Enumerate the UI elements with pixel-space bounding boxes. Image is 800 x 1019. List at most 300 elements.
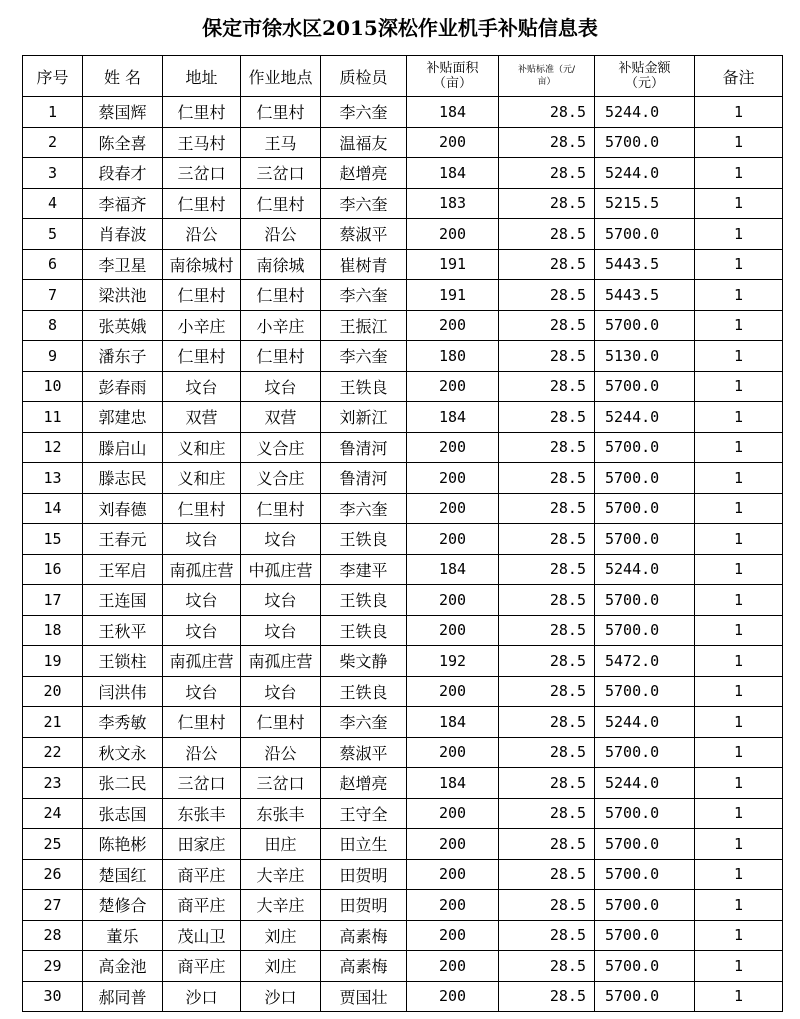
cell-area: 200 (407, 829, 499, 860)
table-row (23, 585, 783, 616)
cell-rate: 28.5 (499, 402, 595, 433)
table-row (23, 341, 783, 372)
table-row (23, 493, 783, 524)
cell-address: 茂山卫 (163, 920, 241, 951)
header-seq: 序号 (23, 56, 83, 97)
cell-rate: 28.5 (499, 737, 595, 768)
header-area (407, 56, 499, 97)
cell-amount: 5130.0 (595, 341, 695, 372)
cell-amount: 5700.0 (595, 432, 695, 463)
cell-work-place: 中孤庄营 (241, 554, 321, 585)
cell-rate: 28.5 (499, 432, 595, 463)
cell-work-place: 坟台 (241, 615, 321, 646)
cell-seq: 9 (23, 341, 83, 372)
cell-inspector: 柴文静 (321, 646, 407, 677)
table-row (23, 127, 783, 158)
cell-inspector: 王振江 (321, 310, 407, 341)
cell-name: 王春元 (83, 524, 163, 555)
cell-work-place: 大辛庄 (241, 890, 321, 921)
cell-name: 王军启 (83, 554, 163, 585)
cell-work-place: 仁里村 (241, 493, 321, 524)
cell-area: 200 (407, 920, 499, 951)
cell-name: 陈艳彬 (83, 829, 163, 860)
cell-remark: 1 (695, 951, 783, 982)
table-row (23, 310, 783, 341)
cell-name: 肖春波 (83, 219, 163, 250)
cell-work-place: 仁里村 (241, 341, 321, 372)
cell-inspector: 田立生 (321, 829, 407, 860)
cell-seq: 22 (23, 737, 83, 768)
cell-address: 坟台 (163, 615, 241, 646)
table-row (23, 890, 783, 921)
cell-area: 200 (407, 737, 499, 768)
cell-remark: 1 (695, 829, 783, 860)
header-area-line2: （亩） (432, 76, 472, 91)
cell-address: 坟台 (163, 585, 241, 616)
cell-inspector: 李六奎 (321, 188, 407, 219)
cell-remark: 1 (695, 981, 783, 1012)
cell-remark: 1 (695, 768, 783, 799)
cell-inspector: 鲁清河 (321, 463, 407, 494)
page-title: 保定市徐水区2015深松作业机手补贴信息表 (202, 16, 598, 40)
header-rate-line1: 补贴标准（元/ (517, 65, 576, 75)
cell-name: 陈全喜 (83, 127, 163, 158)
cell-area: 184 (407, 768, 499, 799)
cell-address: 仁里村 (163, 97, 241, 128)
cell-remark: 1 (695, 493, 783, 524)
cell-rate: 28.5 (499, 310, 595, 341)
cell-inspector: 王铁良 (321, 585, 407, 616)
cell-amount: 5244.0 (595, 554, 695, 585)
cell-name: 王秋平 (83, 615, 163, 646)
cell-seq: 13 (23, 463, 83, 494)
cell-inspector: 蔡淑平 (321, 737, 407, 768)
cell-name: 董乐 (83, 920, 163, 951)
table-row (23, 829, 783, 860)
cell-address: 义和庄 (163, 463, 241, 494)
cell-amount: 5244.0 (595, 97, 695, 128)
cell-seq: 21 (23, 707, 83, 738)
cell-work-place: 坟台 (241, 371, 321, 402)
header-rate (499, 56, 595, 97)
cell-amount: 5700.0 (595, 310, 695, 341)
cell-area: 200 (407, 432, 499, 463)
cell-inspector: 贾国壮 (321, 981, 407, 1012)
header-work-place: 作业地点 (241, 56, 321, 97)
cell-name: 滕志民 (83, 463, 163, 494)
subsidy-table (22, 55, 783, 1012)
cell-work-place: 沙口 (241, 981, 321, 1012)
cell-amount: 5244.0 (595, 158, 695, 189)
cell-rate: 28.5 (499, 890, 595, 921)
cell-name: 滕启山 (83, 432, 163, 463)
cell-seq: 16 (23, 554, 83, 585)
cell-name: 张英娥 (83, 310, 163, 341)
cell-name: 段春才 (83, 158, 163, 189)
cell-address: 仁里村 (163, 280, 241, 311)
table-row (23, 768, 783, 799)
cell-seq: 1 (23, 97, 83, 128)
cell-rate: 28.5 (499, 554, 595, 585)
cell-address: 仁里村 (163, 341, 241, 372)
cell-seq: 18 (23, 615, 83, 646)
header-name: 姓 名 (83, 56, 163, 97)
header-remark: 备注 (695, 56, 783, 97)
cell-inspector: 赵增亮 (321, 158, 407, 189)
cell-remark: 1 (695, 524, 783, 555)
cell-amount: 5700.0 (595, 585, 695, 616)
cell-name: 闫洪伟 (83, 676, 163, 707)
table-row (23, 463, 783, 494)
cell-work-place: 双营 (241, 402, 321, 433)
cell-seq: 10 (23, 371, 83, 402)
cell-work-place: 王马 (241, 127, 321, 158)
cell-address: 沙口 (163, 981, 241, 1012)
cell-address: 坟台 (163, 524, 241, 555)
cell-area: 200 (407, 585, 499, 616)
cell-area: 184 (407, 554, 499, 585)
cell-amount: 5700.0 (595, 219, 695, 250)
cell-inspector: 王守全 (321, 798, 407, 829)
cell-rate: 28.5 (499, 646, 595, 677)
cell-name: 李秀敏 (83, 707, 163, 738)
cell-work-place: 仁里村 (241, 707, 321, 738)
cell-remark: 1 (695, 158, 783, 189)
cell-address: 沿公 (163, 219, 241, 250)
cell-amount: 5700.0 (595, 371, 695, 402)
cell-inspector: 李六奎 (321, 493, 407, 524)
table-row (23, 249, 783, 280)
cell-work-place: 沿公 (241, 737, 321, 768)
cell-remark: 1 (695, 920, 783, 951)
cell-amount: 5700.0 (595, 127, 695, 158)
cell-seq: 17 (23, 585, 83, 616)
cell-remark: 1 (695, 615, 783, 646)
cell-work-place: 南孤庄营 (241, 646, 321, 677)
cell-amount: 5700.0 (595, 829, 695, 860)
cell-seq: 7 (23, 280, 83, 311)
cell-work-place: 坟台 (241, 676, 321, 707)
cell-work-place: 刘庄 (241, 951, 321, 982)
table-row (23, 707, 783, 738)
cell-work-place: 大辛庄 (241, 859, 321, 890)
cell-inspector: 赵增亮 (321, 768, 407, 799)
cell-work-place: 田庄 (241, 829, 321, 860)
cell-amount: 5700.0 (595, 859, 695, 890)
cell-rate: 28.5 (499, 585, 595, 616)
cell-amount: 5700.0 (595, 615, 695, 646)
table-row (23, 554, 783, 585)
cell-amount: 5472.0 (595, 646, 695, 677)
cell-rate: 28.5 (499, 280, 595, 311)
cell-amount: 5700.0 (595, 920, 695, 951)
cell-inspector: 高素梅 (321, 951, 407, 982)
cell-area: 191 (407, 249, 499, 280)
cell-area: 200 (407, 524, 499, 555)
cell-area: 184 (407, 158, 499, 189)
header-amount (595, 56, 695, 97)
table-row (23, 97, 783, 128)
cell-seq: 25 (23, 829, 83, 860)
cell-name: 郝同普 (83, 981, 163, 1012)
cell-address: 田家庄 (163, 829, 241, 860)
cell-address: 坟台 (163, 676, 241, 707)
cell-name: 李福齐 (83, 188, 163, 219)
cell-rate: 28.5 (499, 707, 595, 738)
cell-amount: 5700.0 (595, 798, 695, 829)
cell-amount: 5244.0 (595, 402, 695, 433)
cell-amount: 5700.0 (595, 463, 695, 494)
cell-address: 南孤庄营 (163, 554, 241, 585)
table-row (23, 646, 783, 677)
header-inspector: 质检员 (321, 56, 407, 97)
cell-address: 商平庄 (163, 951, 241, 982)
cell-area: 183 (407, 188, 499, 219)
cell-inspector: 温福友 (321, 127, 407, 158)
cell-amount: 5700.0 (595, 737, 695, 768)
cell-address: 王马村 (163, 127, 241, 158)
cell-work-place: 仁里村 (241, 97, 321, 128)
cell-address: 商平庄 (163, 890, 241, 921)
cell-rate: 28.5 (499, 249, 595, 280)
table-row (23, 188, 783, 219)
cell-name: 刘春德 (83, 493, 163, 524)
cell-remark: 1 (695, 707, 783, 738)
cell-seq: 14 (23, 493, 83, 524)
cell-rate: 28.5 (499, 920, 595, 951)
cell-address: 仁里村 (163, 707, 241, 738)
cell-remark: 1 (695, 280, 783, 311)
header-rate-line2: 亩） (537, 77, 556, 87)
cell-rate: 28.5 (499, 97, 595, 128)
cell-remark: 1 (695, 219, 783, 250)
cell-work-place: 刘庄 (241, 920, 321, 951)
cell-address: 三岔口 (163, 158, 241, 189)
cell-area: 200 (407, 951, 499, 982)
cell-inspector: 高素梅 (321, 920, 407, 951)
cell-rate: 28.5 (499, 768, 595, 799)
table-row (23, 371, 783, 402)
cell-name: 潘东子 (83, 341, 163, 372)
cell-rate: 28.5 (499, 158, 595, 189)
cell-work-place: 仁里村 (241, 280, 321, 311)
cell-address: 商平庄 (163, 859, 241, 890)
header-amount-line2: （元） (624, 76, 664, 91)
cell-address: 双营 (163, 402, 241, 433)
cell-seq: 4 (23, 188, 83, 219)
cell-address: 义和庄 (163, 432, 241, 463)
cell-remark: 1 (695, 859, 783, 890)
cell-remark: 1 (695, 554, 783, 585)
cell-inspector: 王铁良 (321, 615, 407, 646)
header-address: 地址 (163, 56, 241, 97)
cell-inspector: 王铁良 (321, 676, 407, 707)
cell-rate: 28.5 (499, 798, 595, 829)
cell-area: 200 (407, 219, 499, 250)
cell-remark: 1 (695, 463, 783, 494)
cell-address: 南徐城村 (163, 249, 241, 280)
cell-seq: 6 (23, 249, 83, 280)
table-row (23, 158, 783, 189)
cell-rate: 28.5 (499, 615, 595, 646)
cell-remark: 1 (695, 402, 783, 433)
cell-area: 200 (407, 463, 499, 494)
cell-work-place: 沿公 (241, 219, 321, 250)
cell-rate: 28.5 (499, 127, 595, 158)
table-row (23, 920, 783, 951)
cell-remark: 1 (695, 585, 783, 616)
cell-rate: 28.5 (499, 371, 595, 402)
cell-amount: 5700.0 (595, 524, 695, 555)
cell-rate: 28.5 (499, 676, 595, 707)
cell-inspector: 李六奎 (321, 97, 407, 128)
cell-remark: 1 (695, 188, 783, 219)
cell-rate: 28.5 (499, 493, 595, 524)
cell-address: 南孤庄营 (163, 646, 241, 677)
cell-inspector: 李六奎 (321, 280, 407, 311)
cell-area: 200 (407, 310, 499, 341)
cell-remark: 1 (695, 371, 783, 402)
cell-name: 楚国红 (83, 859, 163, 890)
table-row (23, 737, 783, 768)
cell-work-place: 三岔口 (241, 158, 321, 189)
cell-rate: 28.5 (499, 341, 595, 372)
cell-inspector: 刘新江 (321, 402, 407, 433)
table-row (23, 981, 783, 1012)
cell-inspector: 王铁良 (321, 371, 407, 402)
cell-amount: 5700.0 (595, 676, 695, 707)
cell-name: 彭春雨 (83, 371, 163, 402)
cell-amount: 5700.0 (595, 493, 695, 524)
cell-area: 200 (407, 676, 499, 707)
cell-area: 200 (407, 859, 499, 890)
table-row (23, 676, 783, 707)
cell-remark: 1 (695, 676, 783, 707)
cell-rate: 28.5 (499, 981, 595, 1012)
cell-seq: 28 (23, 920, 83, 951)
cell-amount: 5443.5 (595, 280, 695, 311)
cell-work-place: 南徐城 (241, 249, 321, 280)
cell-address: 坟台 (163, 371, 241, 402)
cell-inspector: 李六奎 (321, 341, 407, 372)
cell-name: 张志国 (83, 798, 163, 829)
cell-amount: 5244.0 (595, 768, 695, 799)
table-row (23, 798, 783, 829)
cell-seq: 23 (23, 768, 83, 799)
cell-inspector: 崔树青 (321, 249, 407, 280)
table-row (23, 280, 783, 311)
cell-area: 200 (407, 890, 499, 921)
cell-amount: 5700.0 (595, 890, 695, 921)
cell-seq: 27 (23, 890, 83, 921)
cell-address: 小辛庄 (163, 310, 241, 341)
header-amount-line1: 补贴金额 (618, 61, 671, 76)
cell-rate: 28.5 (499, 219, 595, 250)
cell-rate: 28.5 (499, 951, 595, 982)
cell-remark: 1 (695, 890, 783, 921)
cell-inspector: 鲁清河 (321, 432, 407, 463)
cell-seq: 29 (23, 951, 83, 982)
cell-inspector: 李建平 (321, 554, 407, 585)
cell-amount: 5215.5 (595, 188, 695, 219)
cell-seq: 19 (23, 646, 83, 677)
cell-rate: 28.5 (499, 188, 595, 219)
cell-seq: 30 (23, 981, 83, 1012)
cell-rate: 28.5 (499, 859, 595, 890)
cell-remark: 1 (695, 737, 783, 768)
cell-inspector: 王铁良 (321, 524, 407, 555)
cell-seq: 2 (23, 127, 83, 158)
cell-inspector: 蔡淑平 (321, 219, 407, 250)
cell-remark: 1 (695, 97, 783, 128)
cell-name: 张二民 (83, 768, 163, 799)
cell-work-place: 小辛庄 (241, 310, 321, 341)
table-row (23, 219, 783, 250)
cell-remark: 1 (695, 432, 783, 463)
cell-name: 高金池 (83, 951, 163, 982)
cell-seq: 5 (23, 219, 83, 250)
cell-area: 200 (407, 615, 499, 646)
cell-name: 郭建忠 (83, 402, 163, 433)
table-row (23, 951, 783, 982)
table-row (23, 859, 783, 890)
cell-area: 184 (407, 707, 499, 738)
cell-seq: 11 (23, 402, 83, 433)
cell-inspector: 李六奎 (321, 707, 407, 738)
cell-remark: 1 (695, 310, 783, 341)
header-area-line1: 补贴面积 (426, 61, 479, 76)
cell-remark: 1 (695, 249, 783, 280)
cell-address: 沿公 (163, 737, 241, 768)
cell-address: 仁里村 (163, 493, 241, 524)
cell-name: 蔡国辉 (83, 97, 163, 128)
cell-work-place: 坟台 (241, 524, 321, 555)
cell-name: 王连国 (83, 585, 163, 616)
cell-area: 184 (407, 97, 499, 128)
cell-area: 192 (407, 646, 499, 677)
cell-work-place: 三岔口 (241, 768, 321, 799)
cell-area: 180 (407, 341, 499, 372)
cell-amount: 5244.0 (595, 707, 695, 738)
table-row (23, 524, 783, 555)
table-row (23, 402, 783, 433)
cell-seq: 8 (23, 310, 83, 341)
cell-remark: 1 (695, 798, 783, 829)
cell-amount: 5700.0 (595, 981, 695, 1012)
cell-seq: 24 (23, 798, 83, 829)
cell-area: 200 (407, 798, 499, 829)
cell-area: 184 (407, 402, 499, 433)
cell-name: 梁洪池 (83, 280, 163, 311)
cell-seq: 15 (23, 524, 83, 555)
cell-work-place: 东张丰 (241, 798, 321, 829)
cell-inspector: 田贺明 (321, 890, 407, 921)
cell-seq: 12 (23, 432, 83, 463)
cell-seq: 26 (23, 859, 83, 890)
cell-seq: 3 (23, 158, 83, 189)
cell-area: 191 (407, 280, 499, 311)
cell-area: 200 (407, 981, 499, 1012)
cell-name: 王锁柱 (83, 646, 163, 677)
cell-name: 楚修合 (83, 890, 163, 921)
cell-rate: 28.5 (499, 524, 595, 555)
cell-address: 仁里村 (163, 188, 241, 219)
cell-rate: 28.5 (499, 463, 595, 494)
cell-work-place: 义合庄 (241, 432, 321, 463)
cell-area: 200 (407, 127, 499, 158)
cell-address: 东张丰 (163, 798, 241, 829)
table-header-row (23, 56, 783, 97)
